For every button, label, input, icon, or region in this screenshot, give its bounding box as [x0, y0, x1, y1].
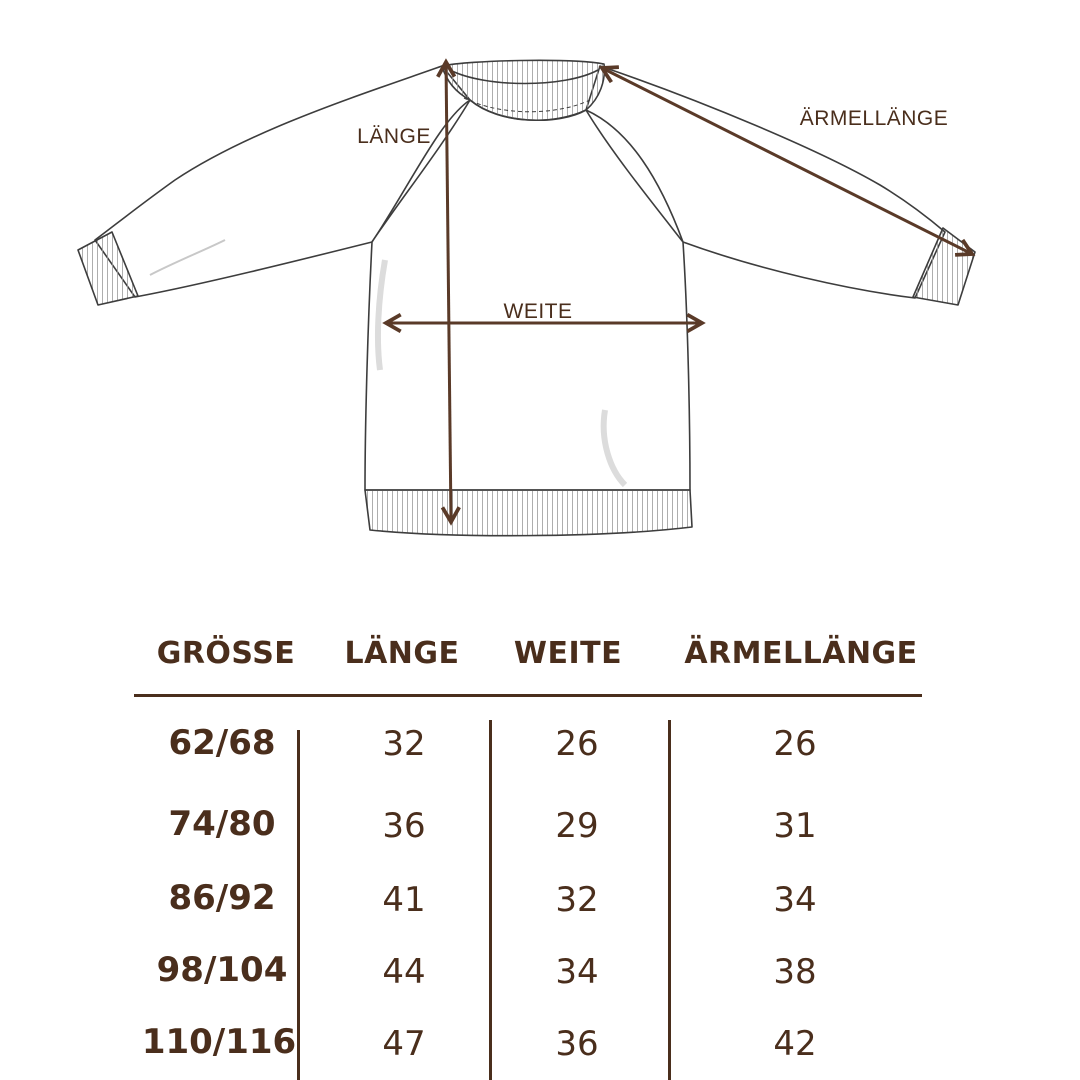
cell-laenge: 36: [382, 806, 426, 846]
cell-laenge: 32: [382, 724, 426, 764]
header-laenge: LÄNGE: [344, 636, 460, 671]
cell-laenge: 41: [382, 880, 426, 920]
hem-band: [365, 490, 692, 536]
cell-aermellaenge: 26: [773, 724, 817, 764]
column-divider: [297, 730, 300, 1080]
size-table: [0, 600, 1080, 1080]
column-divider: [668, 720, 671, 1080]
header-divider: [134, 694, 922, 697]
aermellaenge-label: ÄRMELLÄNGE: [799, 107, 949, 130]
header-weite: WEITE: [513, 636, 623, 671]
laenge-label: LÄNGE: [357, 125, 431, 148]
cell-size: 110/116: [141, 1022, 297, 1062]
cell-aermellaenge: 34: [773, 880, 817, 920]
cell-size: 98/104: [156, 950, 288, 990]
sweatshirt-icon: [78, 60, 975, 535]
cell-weite: 29: [555, 806, 599, 846]
cell-weite: 32: [555, 880, 599, 920]
cell-size: 86/92: [168, 878, 276, 918]
cell-laenge: 44: [382, 952, 426, 992]
cell-laenge: 47: [382, 1024, 426, 1064]
cell-size: 74/80: [168, 804, 276, 844]
weite-label: WEITE: [503, 300, 573, 323]
cell-size: 62/68: [168, 723, 276, 763]
cell-weite: 34: [555, 952, 599, 992]
cell-aermellaenge: 42: [773, 1024, 817, 1064]
column-divider: [489, 720, 492, 1080]
cell-weite: 36: [555, 1024, 599, 1064]
cell-weite: 26: [555, 724, 599, 764]
header-size: GRÖSSE: [156, 636, 296, 671]
header-aermellaenge: ÄRMELLÄNGE: [684, 636, 918, 671]
cell-aermellaenge: 31: [773, 806, 817, 846]
cell-aermellaenge: 38: [773, 952, 817, 992]
